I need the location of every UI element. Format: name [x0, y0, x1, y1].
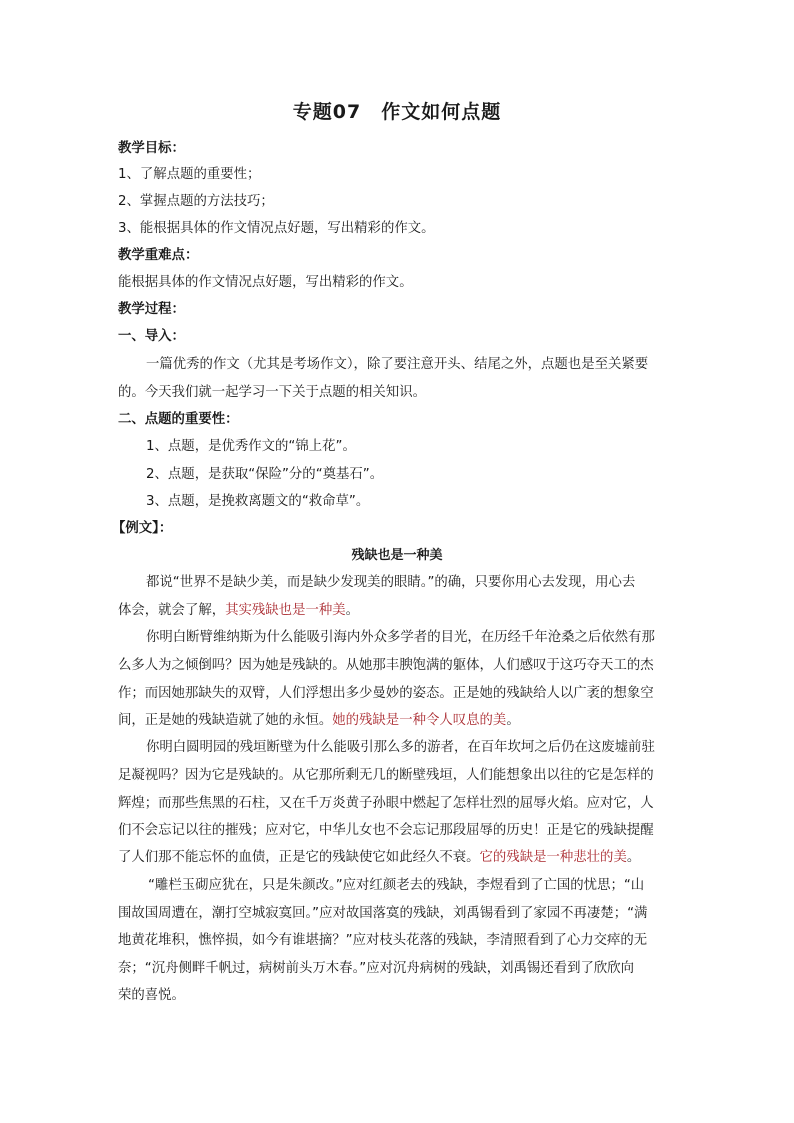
- intro-heading: 一、导入：: [118, 329, 185, 344]
- essay-text: 间，正是她的残缺造就了她的永恒。: [118, 713, 333, 728]
- essay-line: 作；而因她那缺失的双臂，人们浮想出多少曼妙的姿态。正是她的残缺给人以广袤的想象空: [118, 686, 654, 701]
- essay-line: 都说“世界不是缺少美，而是缺少发现美的眼睛。”的确，只要你用心去发现，用心去: [146, 575, 636, 590]
- process-heading: 教学过程：: [118, 302, 185, 317]
- importance-item: 1、点题，是优秀作文的“锦上花”。: [146, 439, 356, 454]
- importance-item: 2、点题，是获取“保险”分的“奠基石”。: [146, 467, 384, 482]
- highlight-sentence: 它的残缺是一种悲壮的美: [479, 850, 627, 865]
- essay-text: 。: [506, 713, 520, 728]
- intro-line: 的。今天我们就一起学习一下关于点题的相关知识。: [118, 385, 426, 400]
- objective-item: 2、掌握点题的方法技巧；: [118, 194, 274, 209]
- essay-title: 残缺也是一种美: [351, 548, 443, 563]
- essay-line: 奈；“沉舟侧畔千帆过，病树前头万木春。”应对沉舟病树的残缺，刘禹锡还看到了欣欣向: [118, 961, 635, 976]
- essay-line: [118, 848, 640, 868]
- essay-line: 足凝视吗？因为它是残缺的。从它那所剩无几的断壁残垣，人们能想象出以往的它是怎样的: [118, 768, 654, 783]
- example-label: 【例文】：: [112, 521, 173, 536]
- essay-text: 。: [345, 603, 360, 618]
- key-heading: 教学重难点：: [118, 248, 199, 263]
- importance-item: 3、点题，是挽救离题文的“救命草”。: [146, 494, 370, 509]
- objective-item: 1、了解点题的重要性；: [118, 167, 261, 182]
- essay-text: 。: [626, 850, 641, 865]
- essay-line: [118, 711, 520, 731]
- intro-line: 一篇优秀的作文（尤其是考场作文），除了要注意开头、结尾之外，点题也是至关紧要: [146, 357, 649, 372]
- objectives-heading: 教学目标：: [118, 141, 185, 156]
- highlight-sentence: 其实残缺也是一种美: [225, 603, 346, 618]
- importance-heading: 二、点题的重要性：: [118, 412, 239, 427]
- essay-text: 体会，就会了解，: [118, 603, 226, 618]
- essay-line: “雕栏玉砌应犹在，只是朱颜改。”应对红颜老去的残缺，李煜看到了亡国的忧思；“山: [148, 878, 645, 893]
- essay-line: [118, 601, 359, 621]
- essay-line: 围故国周遭在，潮打空城寂寞回。”应对故国落寞的残缺，刘禹锡看到了家园不再凄楚；“满: [118, 906, 648, 921]
- essay-line: 么多人为之倾倒吗？因为她是残缺的。从她那丰腴饱满的躯体，人们感叹于这巧夺天工的杰: [118, 658, 654, 673]
- essay-line: 地黄花堆积，憔悴损，如今有谁堪摘？”应对枝头花落的残缺，李清照看到了心力交瘁的无: [118, 933, 648, 948]
- essay-line: 们不会忘记以往的摧残；应对它，中华儿女也不会忘记那段屈辱的历史！正是它的残缺提醒: [118, 823, 654, 838]
- page-title: 专题07 作文如何点题: [292, 101, 502, 123]
- essay-line: 荣的喜悦。: [118, 988, 185, 1003]
- objective-item: 3、能根据具体的作文情况点好题，写出精彩的作文。: [118, 221, 435, 236]
- essay-line: 你明白断臂维纳斯为什么能吸引海内外众多学者的目光，在历经千年沧桑之后依然有那: [146, 630, 655, 645]
- essay-line: 你明白圆明园的残垣断壁为什么能吸引那么多的游者，在百年坎坷之后仍在这废墟前驻: [146, 740, 655, 755]
- highlight-sentence: 她的残缺是一种令人叹息的美: [332, 713, 507, 728]
- essay-text: 了人们那不能忘怀的血债，正是它的残缺使它如此经久不衰。: [118, 850, 480, 865]
- essay-line: 辉煌；而那些焦黑的石柱，又在千万炎黄子孙眼中燃起了怎样壮烈的屈辱火焰。应对它，人: [118, 796, 654, 811]
- key-text: 能根据具体的作文情况点好题，写出精彩的作文。: [118, 275, 413, 290]
